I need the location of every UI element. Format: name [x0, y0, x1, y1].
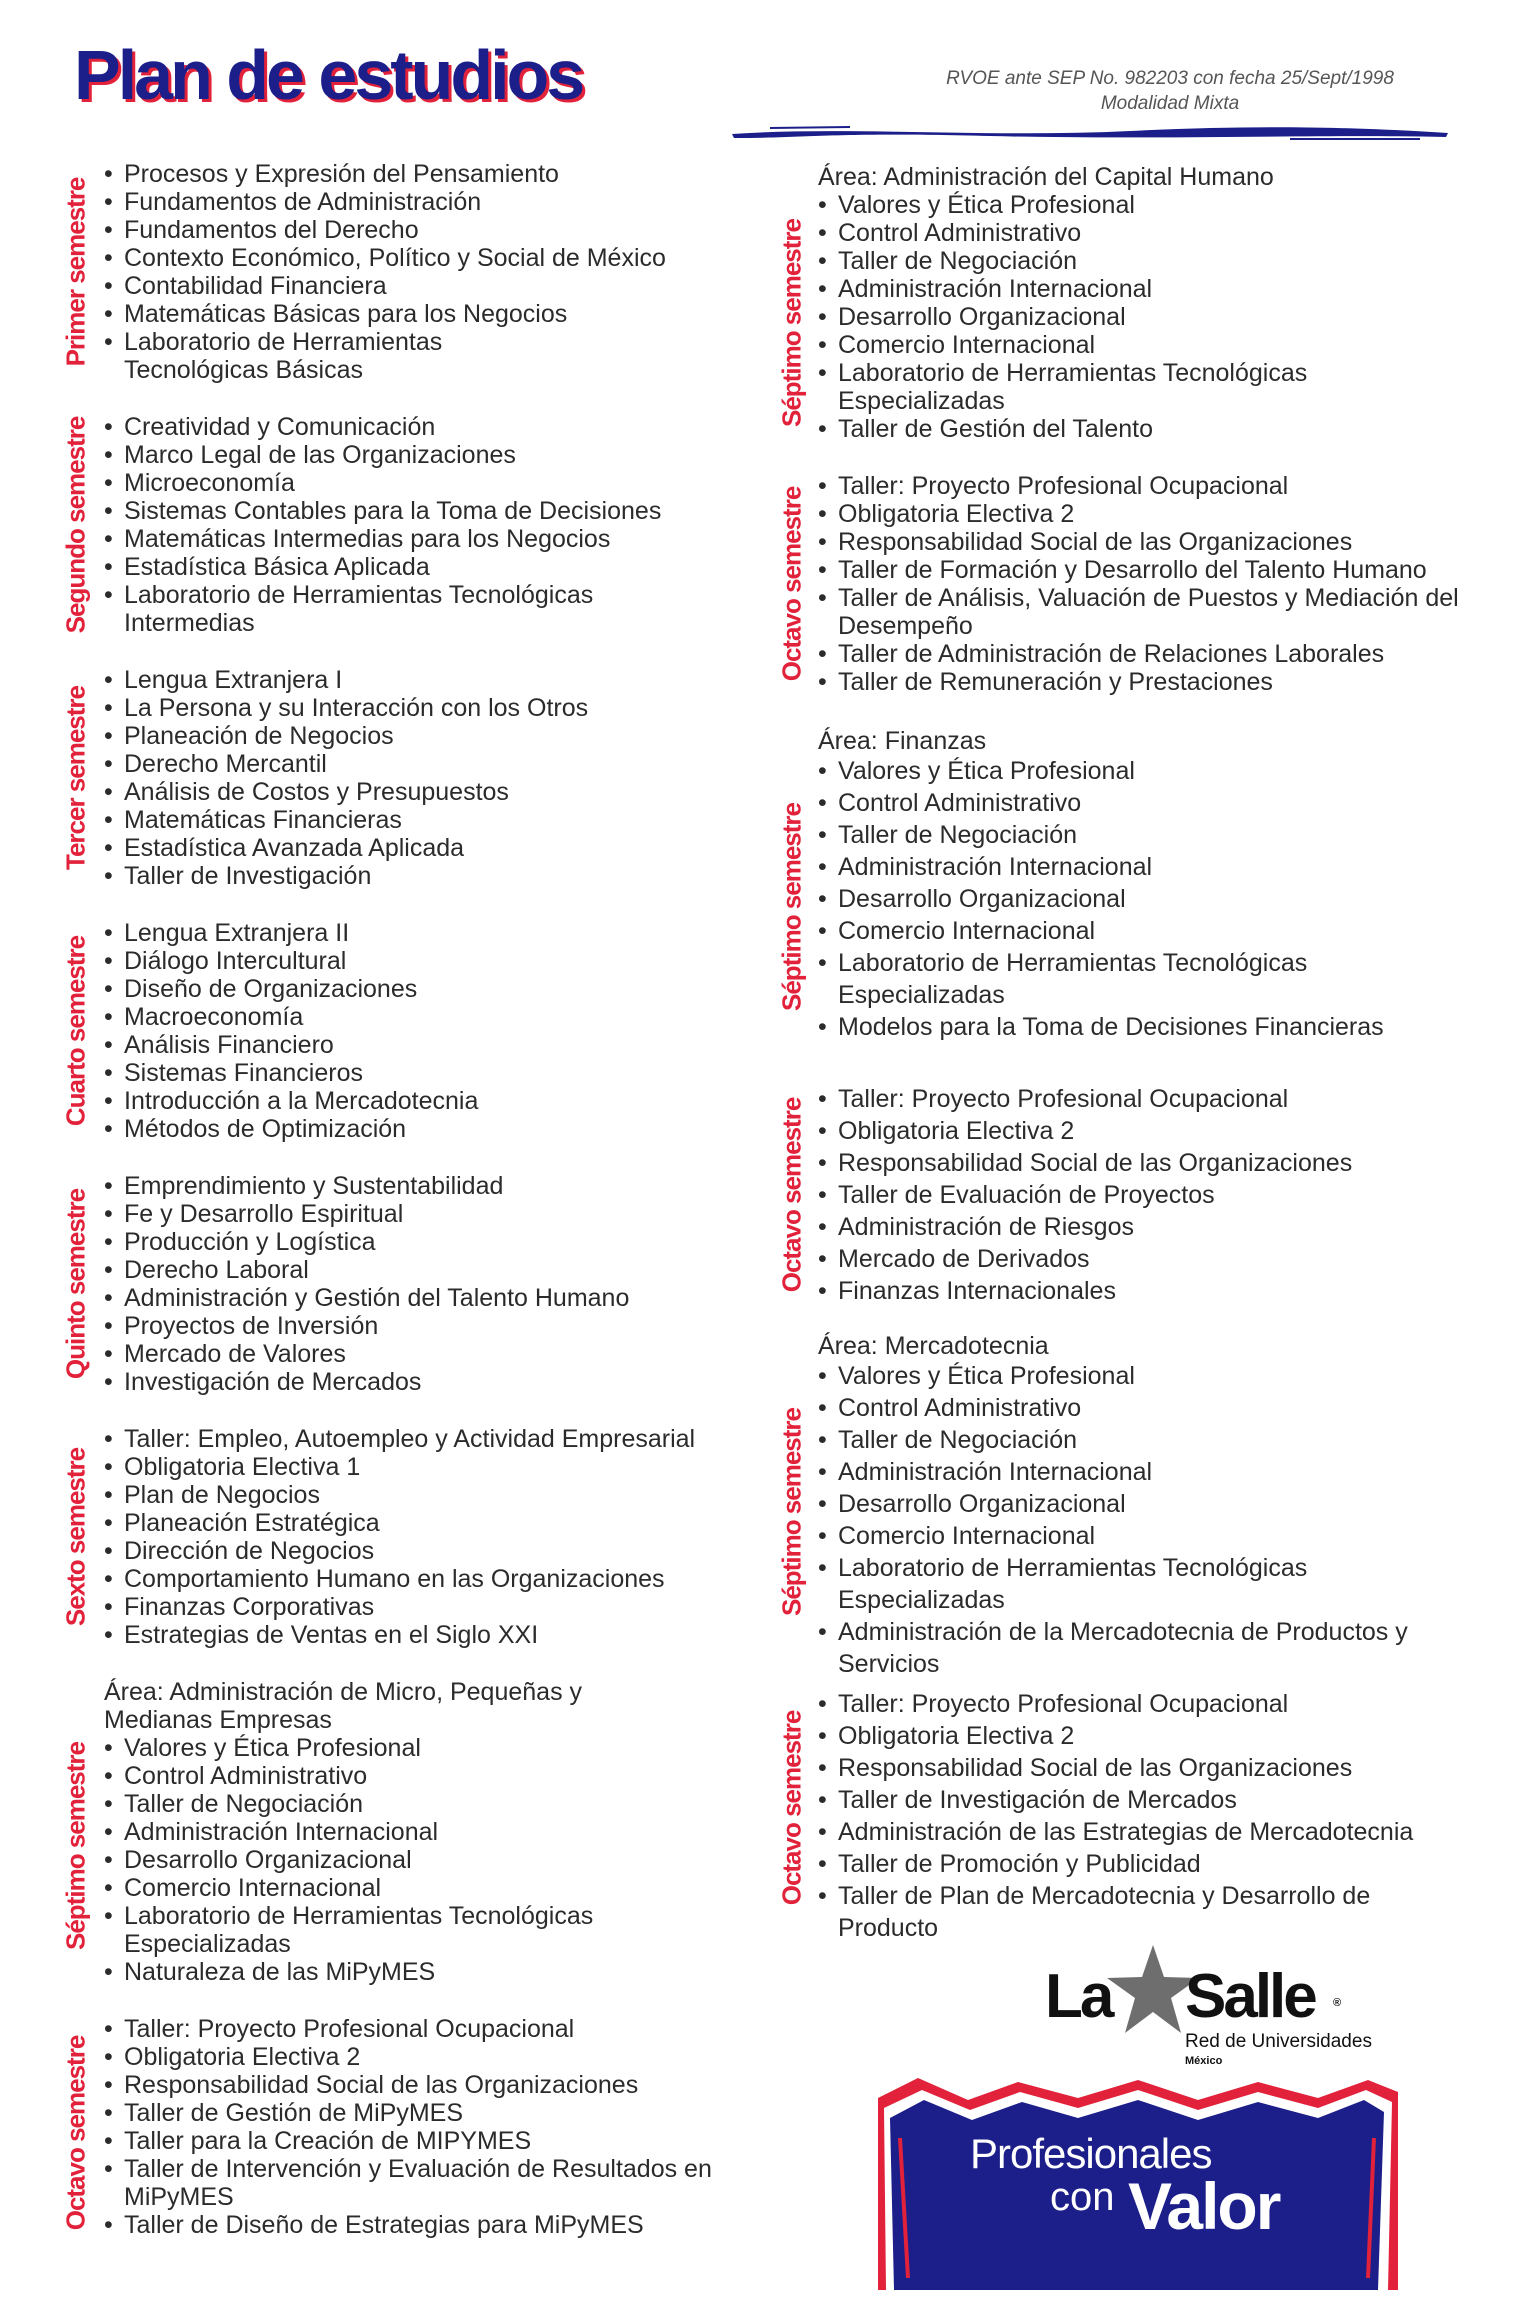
course-item: • Responsabilidad Social de las Organizaciones: [818, 1752, 1528, 1784]
course-item: • Control Administrativo: [818, 219, 1518, 247]
semester-block: [60, 413, 754, 637]
course-item: • Finanzas Corporativas: [104, 1593, 754, 1621]
course-item: • Contexto Económico, Político y Social de México: [104, 244, 754, 272]
course-item: • Laboratorio de Herramientas Tecnológicas Especializadas: [818, 1552, 1398, 1616]
semester-block: [60, 1678, 754, 1986]
course-item: • Control Administrativo: [818, 1392, 1528, 1424]
course-item: • Mercado de Derivados: [818, 1243, 1528, 1275]
course-item: • Taller de Diseño de Estrategias para MiPyMES: [104, 2211, 754, 2239]
course-item: • Lengua Extranjera II: [104, 919, 754, 947]
semester-label: Séptimo semestre: [776, 1408, 807, 1616]
course-item: • Derecho Laboral: [104, 1256, 754, 1284]
course-item: • Estadística Avanzada Aplicada: [104, 834, 754, 862]
course-item: • Taller: Proyecto Profesional Ocupacional: [818, 1083, 1528, 1115]
course-item: • Obligatoria Electiva 2: [104, 2043, 754, 2071]
course-item: • Desarrollo Organizacional: [818, 303, 1518, 331]
page-title: Plan de estudios: [74, 36, 583, 114]
logo-la: La: [1045, 1962, 1112, 2031]
course-item: • Planeación de Negocios: [104, 722, 754, 750]
course-item: • Desarrollo Organizacional: [818, 883, 1528, 915]
course-item: • Derecho Mercantil: [104, 750, 754, 778]
course-item: • Matemáticas Básicas para los Negocios: [104, 300, 754, 328]
semester-block: [60, 1425, 754, 1649]
course-item: • Diseño de Organizaciones: [104, 975, 754, 1003]
course-item: • Matemáticas Intermedias para los Negocios: [104, 525, 754, 553]
course-item: • Matemáticas Financieras: [104, 806, 754, 834]
logo-salle: Salle: [1185, 1962, 1315, 2031]
area-title: Área: Administración de Micro, Pequeñas y Medianas Empresas: [104, 1678, 583, 1734]
semester-label: Segundo semestre: [60, 416, 91, 634]
course-item: • Laboratorio de Herramientas Tecnológicas Intermedias: [104, 581, 684, 637]
course-item: • Taller de Investigación de Mercados: [818, 1784, 1528, 1816]
course-item: • Plan de Negocios: [104, 1481, 754, 1509]
course-item: • Emprendimiento y Sustentabilidad: [104, 1172, 754, 1200]
semester-block: [776, 1332, 1528, 1680]
semester-label: Séptimo semestre: [776, 219, 807, 427]
course-item: • Taller de Gestión de MiPyMES: [104, 2099, 754, 2127]
course-item: • Estadística Básica Aplicada: [104, 553, 754, 581]
course-item: • Taller de Remuneración y Prestaciones: [818, 668, 1528, 696]
semester-label: Séptimo semestre: [776, 803, 807, 1011]
course-item: • Análisis de Costos y Presupuestos: [104, 778, 754, 806]
course-item: • Planeación Estratégica: [104, 1509, 754, 1537]
course-item: • Fundamentos de Administración: [104, 188, 754, 216]
course-item: • Introducción a la Mercadotecnia: [104, 1087, 754, 1115]
course-item: • Administración de la Mercadotecnia de Productos y Servicios: [818, 1616, 1498, 1680]
course-item: • Taller de Investigación: [104, 862, 754, 890]
course-item: • Valores y Ética Profesional: [818, 755, 1528, 787]
course-item: • Administración Internacional: [818, 275, 1518, 303]
course-item: • Administración de Riesgos: [818, 1211, 1528, 1243]
course-item: • Finanzas Internacionales: [818, 1275, 1528, 1307]
course-item: • Taller de Plan de Mercadotecnia y Desarrollo de Producto: [818, 1880, 1458, 1944]
course-item: • Desarrollo Organizacional: [818, 1488, 1528, 1520]
course-item: • Macroeconomía: [104, 1003, 754, 1031]
course-item: • Comercio Internacional: [818, 915, 1528, 947]
semester-block: [60, 666, 754, 890]
course-item: • Modelos para la Toma de Decisiones Financieras: [818, 1011, 1528, 1043]
course-item: • Taller: Proyecto Profesional Ocupacional: [818, 1688, 1528, 1720]
course-item: • Métodos de Optimización: [104, 1115, 754, 1143]
course-item: • Estrategias de Ventas en el Siglo XXI: [104, 1621, 754, 1649]
modality-line: Modalidad Mixta: [1100, 93, 1240, 114]
course-item: • Fundamentos del Derecho: [104, 216, 754, 244]
rvoe-info: [860, 66, 1480, 116]
brush-stroke-divider: [730, 122, 1450, 144]
course-item: • Taller: Proyecto Profesional Ocupacional: [104, 2015, 754, 2043]
course-item: • Valores y Ética Profesional: [104, 1734, 754, 1762]
course-item: • Laboratorio de Herramientas Tecnológicas Especializadas: [818, 947, 1398, 1011]
course-item: • Proyectos de Inversión: [104, 1312, 754, 1340]
course-item: • Taller de Análisis, Valuación de Puestos y Mediación del Desempeño: [818, 584, 1498, 640]
course-item: • Taller de Formación y Desarrollo del Talento Humano: [818, 556, 1528, 584]
semester-block: [776, 1688, 1528, 1944]
course-item: • Mercado de Valores: [104, 1340, 754, 1368]
course-item: • Control Administrativo: [104, 1762, 754, 1790]
course-item: • Comercio Internacional: [818, 331, 1518, 359]
course-item: • Taller para la Creación de MIPYMES: [104, 2127, 754, 2155]
semester-block: [60, 160, 754, 384]
semester-label: Quinto semestre: [60, 1188, 91, 1380]
course-item: • Responsabilidad Social de las Organizaciones: [104, 2071, 754, 2099]
course-item: • Taller de Negociación: [104, 1790, 754, 1818]
logo-network: Red de Universidades: [1185, 2031, 1372, 2052]
course-item: • Producción y Logística: [104, 1228, 754, 1256]
semester-block: [776, 472, 1528, 696]
rvoe-line: RVOE ante SEP No. 982203 con fecha 25/Sept/1998: [946, 68, 1394, 89]
course-item: • Lengua Extranjera I: [104, 666, 754, 694]
course-item: • Sistemas Contables para la Toma de Decisiones: [104, 497, 754, 525]
course-item: • Dirección de Negocios: [104, 1537, 754, 1565]
area-title: Área: Mercadotecnia: [818, 1332, 1049, 1360]
course-item: • Taller de Administración de Relaciones Laborales: [818, 640, 1528, 668]
semester-label: Octavo semestre: [776, 1710, 807, 1906]
semester-label: Octavo semestre: [60, 2035, 91, 2231]
course-item: • Responsabilidad Social de las Organizaciones: [818, 528, 1528, 556]
course-item: • Comportamiento Humano en las Organizaciones: [104, 1565, 754, 1593]
course-item: • Fe y Desarrollo Espiritual: [104, 1200, 754, 1228]
course-item: • Investigación de Mercados: [104, 1368, 754, 1396]
semester-block: [60, 919, 754, 1143]
course-item: • Naturaleza de las MiPyMES: [104, 1958, 754, 1986]
banner-profesionales: Profesionales: [970, 2130, 1212, 2177]
course-item: • Responsabilidad Social de las Organizaciones: [818, 1147, 1528, 1179]
course-item: • Taller de Negociación: [818, 247, 1518, 275]
semester-label: Octavo semestre: [776, 1097, 807, 1293]
course-item: • Taller: Empleo, Autoempleo y Actividad Empresarial: [104, 1425, 754, 1453]
semester-label: Cuarto semestre: [60, 935, 91, 1127]
course-item: • Laboratorio de Herramientas Tecnológicas Básicas: [104, 328, 484, 384]
course-item: • Valores y Ética Profesional: [818, 191, 1518, 219]
registered-mark: ®: [1333, 1997, 1342, 2009]
semester-block: [60, 2015, 754, 2239]
course-item: • Taller de Gestión del Talento: [818, 415, 1518, 443]
semester-label: Tercer semestre: [60, 686, 91, 870]
course-item: • Sistemas Financieros: [104, 1059, 754, 1087]
banner-con: con: [1050, 2175, 1115, 2219]
course-item: • Obligatoria Electiva 2: [818, 1115, 1528, 1147]
course-item: • Laboratorio de Herramientas Tecnológicas Especializadas: [104, 1902, 684, 1958]
course-item: • Diálogo Intercultural: [104, 947, 754, 975]
semester-label: Séptimo semestre: [60, 1742, 91, 1950]
course-item: • Administración Internacional: [818, 1456, 1528, 1488]
course-item: • Taller de Negociación: [818, 819, 1528, 851]
semester-block: [776, 727, 1528, 1043]
course-item: • Taller de Intervención y Evaluación de Resultados en MiPyMES: [104, 2155, 764, 2211]
course-item: • Obligatoria Electiva 1: [104, 1453, 754, 1481]
course-item: • Desarrollo Organizacional: [104, 1846, 754, 1874]
course-item: • La Persona y su Interacción con los Otros: [104, 694, 754, 722]
semester-label: Octavo semestre: [776, 486, 807, 682]
course-item: • Control Administrativo: [818, 787, 1528, 819]
area-title: Área: Finanzas: [818, 727, 987, 755]
semester-block: [776, 163, 1518, 443]
course-item: • Análisis Financiero: [104, 1031, 754, 1059]
course-item: • Contabilidad Financiera: [104, 272, 754, 300]
area-title: Área: Administración del Capital Humano: [818, 163, 1274, 191]
la-salle-logo: [1045, 1945, 1405, 2075]
course-item: • Obligatoria Electiva 2: [818, 1720, 1528, 1752]
course-item: • Taller de Negociación: [818, 1424, 1528, 1456]
semester-block: [776, 1083, 1528, 1307]
semester-label: Primer semestre: [60, 177, 91, 367]
course-item: • Laboratorio de Herramientas Tecnológicas Especializadas: [818, 359, 1398, 415]
course-item: • Marco Legal de las Organizaciones: [104, 441, 754, 469]
course-item: • Valores y Ética Profesional: [818, 1360, 1528, 1392]
banner-valor: Valor: [1128, 2169, 1280, 2243]
course-item: • Taller: Proyecto Profesional Ocupacional: [818, 472, 1528, 500]
course-item: • Comercio Internacional: [818, 1520, 1528, 1552]
course-item: • Microeconomía: [104, 469, 754, 497]
logo-country: México: [1185, 2055, 1223, 2067]
semester-label: Sexto semestre: [60, 1447, 91, 1627]
course-item: • Comercio Internacional: [104, 1874, 754, 1902]
course-item: • Administración y Gestión del Talento Humano: [104, 1284, 754, 1312]
course-item: • Procesos y Expresión del Pensamiento: [104, 160, 754, 188]
course-item: • Taller de Promoción y Publicidad: [818, 1848, 1528, 1880]
course-item: • Administración Internacional: [104, 1818, 754, 1846]
course-item: • Taller de Evaluación de Proyectos: [818, 1179, 1528, 1211]
course-item: • Obligatoria Electiva 2: [818, 500, 1528, 528]
course-item: • Administración Internacional: [818, 851, 1528, 883]
course-item: • Creatividad y Comunicación: [104, 413, 754, 441]
course-item: • Administración de las Estrategias de Mercadotecnia: [818, 1816, 1528, 1848]
semester-block: [60, 1172, 754, 1396]
